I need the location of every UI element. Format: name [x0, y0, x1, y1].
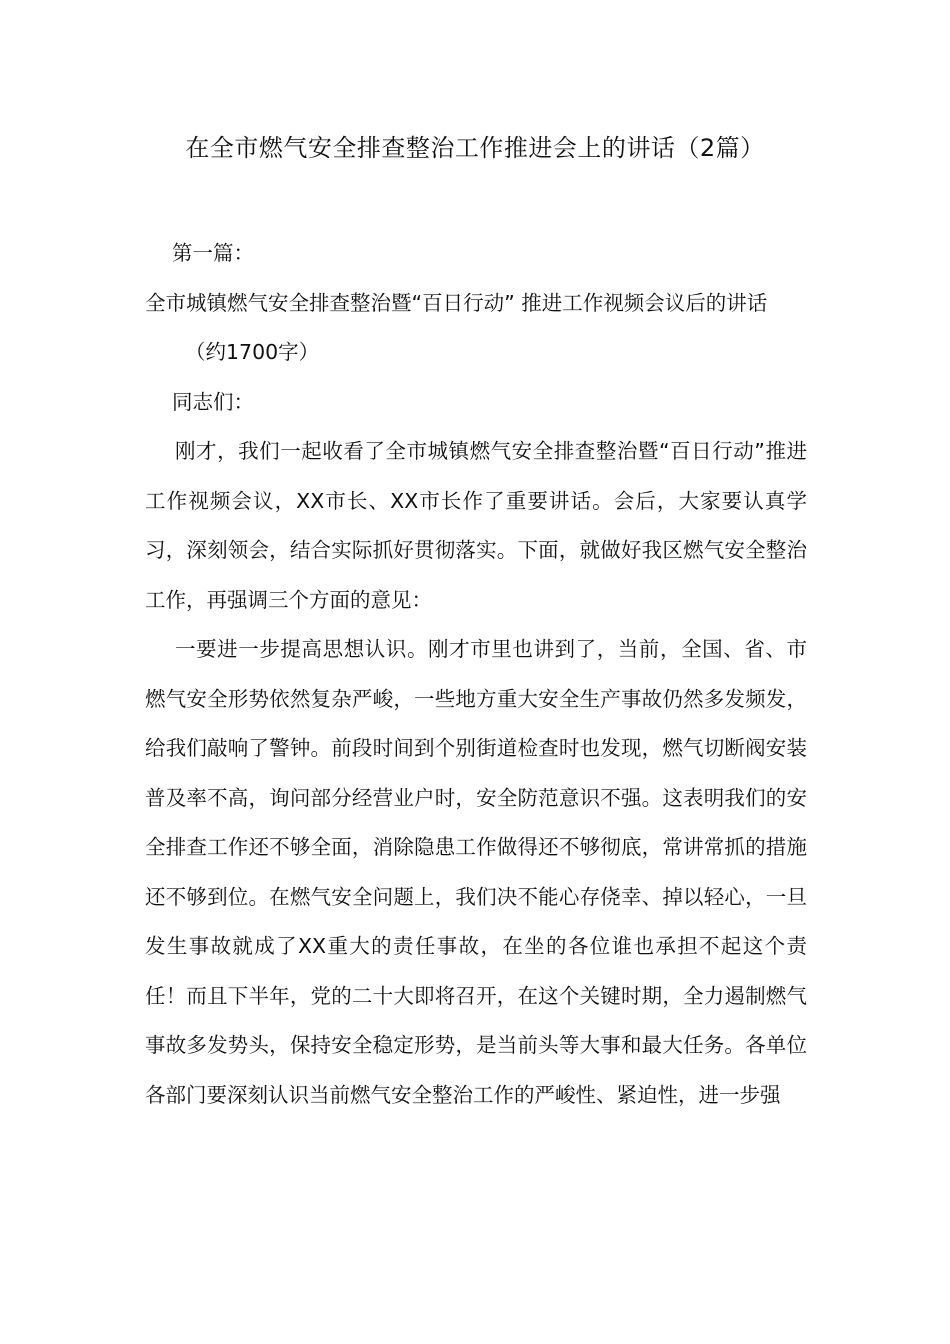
document-body [145, 229, 807, 1120]
speech-title: 全市城镇燃气安全排查整治暨“百日行动” 推进工作视频会议后的讲话 [145, 290, 768, 315]
section-label: 第一篇： [172, 241, 254, 265]
paragraph-1: 刚才，我们一起收看了全市城镇燃气安全排查整治暨“百日行动”推进工作视频会议，XX市长、XX市长作了重要讲话。会后，大家要认真学习，深刻领会，结合实际抓好贯彻落实。下面，就做好我区燃气安全整治工作，再强调三个方面的意见： [145, 439, 807, 612]
word-count: （约1700字） [185, 340, 320, 364]
document-title: 在全市燃气安全排查整治工作推进会上的讲话（2篇） [185, 134, 765, 162]
salutation: 同志们： [172, 389, 254, 414]
paragraph-2: 一要进一步提高思想认识。刚才市里也讲到了，当前，全国、省、市燃气安全形势依然复杂严峻，一些地方重大安全生产事故仍然多发频发，给我们敲响了警钟。前段时间到个别街道检查时也发现，燃气切断阀安装普及率不高，询问部分经营业户时，安全防范意识不强。这表明我们的安全排查工作还不够全面，消除隐患工作做得还不够彻底，常讲常抓的措施还不够到位。在燃气安全问题上，我们决不能心存侥幸、掉以轻心，一旦发生事故就成了XX重大的责任事故，在坐的各位谁也承担不起这个责任！而且下半年，党的二十大即将召开，在这个关键时期，全力遏制燃气事故多发势头，保持安全稳定形势，是当前头等大事和最大任务。各单位各部门要深刻认识当前燃气安全整治工作的严峻性、紧迫性，进一步强 [145, 637, 807, 1107]
